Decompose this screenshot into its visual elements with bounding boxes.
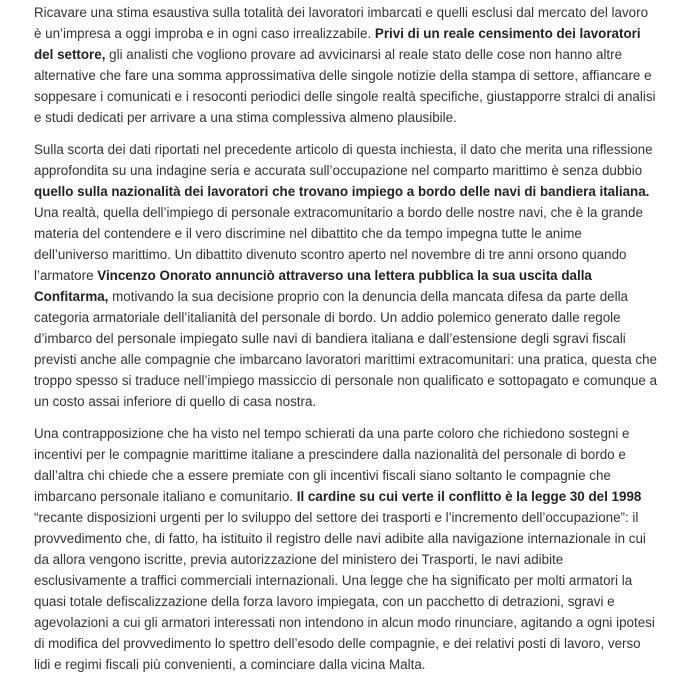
p3-text-2: “recante disposizioni urgenti per lo sviluppo del settore dei trasporti e l’incremento dell’occupazione”: il provvedimento che, di fatto, ha istituito il registro delle navi adibite alla navigazione internazionale in cui da allora vengono iscritte, previa autorizzazione del ministero dei Trasporti, le navi adibite esclusivamente a traffici commerciali internazionali. Una legge che ha significato per molti armatori la quasi totale defiscalizzazione della forza lavoro impiegata, con un pacchetto di detrazioni, sgravi e agevolazioni a cui gli armatori interessati non intendono in alcun modo rinunciare, agitando a ogni ipotesi di modifica del provvedimento lo spettro dell’esodo delle compagnie, e dei relativi posti di lavoro, verso lidi e regimi fiscali più convenienti, a cominciare dalla vicina Malta. <box>34 510 655 672</box>
p1-bold-1: Privi di un reale censimento dei lavoratori del settore, <box>34 26 641 62</box>
p2-text-3: motivando la sua decisione proprio con la denuncia della mancata difesa da parte della categoria armatoriale dell’italianità del personale di bordo. Un addio polemico generato dalle regole d’imbarco del personale impiegato sulle navi di bandiera italiana e dall’estensione degli sgravi fiscali previsti anche alle compagnie che imbarcano lavoratori marittimi extracomunitari: una pratica, questa che troppo spesso si traduce nell’impiego massiccio di personale non qualificato e sottopagato e comunque a un costo assai inferiore di quello di casa nostra. <box>34 289 658 409</box>
paragraph-1 <box>34 2 658 128</box>
p1-text-2: gli analisti che vogliono provare ad avvicinarsi al reale stato delle cose non hanno altre alternative che fare una somma approssimativa delle singole notizie della stampa di settore, affiancare e soppesare i comunicati e i resoconti periodici delle singole realtà specifiche, giustapporre stralci di analisi e studi dedicati per arrivare a una stima complessiva almeno plausibile. <box>34 47 656 125</box>
p2-bold-2: Vincenzo Onorato annunciò attraverso una lettera pubblica la sua uscita dalla Confitarma, <box>34 268 592 304</box>
p2-bold-1: quello sulla nazionalità dei lavoratori che trovano impiego a bordo delle navi di bandiera italiana. <box>34 184 650 199</box>
p3-bold-1: Il cardine su cui verte il conflitto è la legge 30 del 1998 <box>296 489 642 504</box>
p2-text-2: Una realtà, quella dell’impiego di personale extracomunitario a bordo delle nostre navi, che è la grande materia del contendere e il vero discrimine nel dibattito che da tempo impegna tutte le anime dell’universo marittimo. Un dibattito divenuto scontro aperto nel novembre di tre anni orsono quando l’armatore <box>34 205 643 283</box>
p2-text-1: Sulla scorta dei dati riportati nel precedente articolo di questa inchiesta, il dato che merita una riflessione approfondita su una indagine seria e accurata sull’occupazione nel comparto marittimo è senza dubbio <box>34 142 653 178</box>
paragraph-3 <box>34 423 658 675</box>
paragraph-2 <box>34 139 658 412</box>
p1-text-1: Ricavare una stima esaustiva sulla totalità dei lavoratori imbarcati e quelli esclusi dal mercato del lavoro è un’impresa a oggi improba e in ogni caso irrealizzabile. <box>34 5 649 41</box>
p3-text-1: Una contrapposizione che ha visto nel tempo schierati da una parte coloro che richiedono sostegni e incentivi per le compagnie marittime italiane a prescindere dalla nazionalità del personale di bordo e dall’altra chi chiede che a essere premiate con gli incentivi fiscali siano soltanto le compagnie che imbarcano personale italiano e comunitario. <box>34 426 630 504</box>
